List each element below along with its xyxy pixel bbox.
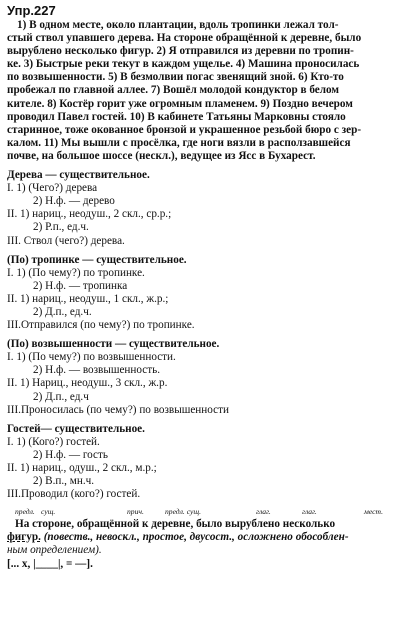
exercise-title: Упр.227 — [7, 3, 56, 18]
morphology-section — [7, 254, 401, 333]
paragraph-line: кителе. 8) Костёр горит уже огромным пламенем. 9) Поздно вечером — [7, 97, 353, 110]
paragraph-line: проводил Павел гостей. 10) В кабинете Татьяны Марковны стояло — [7, 110, 346, 123]
analysis-note: (повеств., невоскл., простое, двусост., осложнено обособлен- — [43, 531, 349, 544]
analyzed-sentence: На стороне, обращённой к деревне, было вырублено несколько — [15, 518, 336, 531]
morphology-section — [7, 169, 401, 248]
annotation: предл. — [15, 507, 35, 517]
sentence-scheme: [... х, |____|, = —]. — [7, 557, 93, 570]
section-line: I. 1) (Кого?) гостей. — [7, 435, 100, 448]
annotation: прич. — [127, 507, 144, 517]
section-line: 2) Н.ф. — тропинка — [33, 279, 128, 292]
annotation: предл. сущ. — [165, 507, 202, 517]
section-line: 2) Д.п., ед.ч — [33, 390, 89, 403]
paragraph-line: по возвышенности. 5) В безмолвии погас звенящий зной. 6) Кто-то — [7, 71, 344, 84]
section-line: 2) Д.п., ед.ч. — [33, 305, 92, 318]
paragraph-line: старинное, тоже окованное бронзой и украшенное резьбой бюро с зер- — [7, 123, 362, 136]
morphology-section — [7, 423, 401, 502]
section-line: I. 1) (По чему?) по тропинке. — [7, 266, 145, 279]
section-line: II. 1) нариц., неодуш., 2 скл., ср.р.; — [7, 208, 172, 221]
analyzed-word: фигур. — [7, 531, 41, 544]
paragraph-line: стый ствол упавшего дерева. На стороне обращённой к деревне, было — [7, 32, 362, 45]
section-line: III.Проводил (кого?) гостей. — [7, 488, 141, 501]
exercise-paragraph — [7, 19, 401, 163]
paragraph-line: почве, на большое шоссе (нескл.), ведущее из Ясс в Бухарест. — [7, 149, 316, 162]
section-title: Гостей— существительное. — [7, 422, 145, 435]
section-line: II. 1) Нариц., неодуш., 3 скл., ж.р. — [7, 377, 168, 390]
section-line: III. Ствол (чего?) дерева. — [7, 234, 125, 247]
section-line: II. 1) нариц., неодуш., 1 скл., ж.р.; — [7, 292, 169, 305]
section-title: (По) возвышенности — существительное. — [7, 338, 220, 351]
section-line: 2) В.п., мн.ч. — [33, 475, 95, 488]
part-of-speech-annotations — [7, 507, 401, 518]
analysis-note-continued: ным определением). — [7, 544, 102, 557]
section-line: II. 1) нариц., одуш., 2 скл., м.р.; — [7, 462, 157, 474]
paragraph-line: ке. 3) Быстрые реки текут в каждом ущелье. 4) Машина проносилась — [7, 58, 360, 71]
annotation: мест. — [364, 507, 383, 517]
paragraph-line: вырублено несколько фигур. 2) Я отправился из деревни по тропин- — [7, 45, 354, 58]
section-line: 2) Н.ф. — гость — [33, 448, 108, 461]
paragraph-line: 1) В одном месте, около плантации, вдоль тропинки лежал тол- — [17, 19, 339, 31]
analyzed-sentence-end — [7, 531, 401, 544]
paragraph-line: калом. 11) Мы вышли с просёлка, где ноги вязли в расползавшейся — [7, 136, 351, 149]
section-line: I. 1) (Чего?) дерева — [7, 182, 98, 195]
morphology-sections — [7, 169, 401, 501]
section-line: I. 1) (По чему?) по возвышенности. — [7, 351, 176, 364]
morphology-section — [7, 338, 401, 417]
section-line: III.Отправился (по чему?) по тропинке. — [7, 319, 195, 332]
section-line: 2) Н.ф. — возвышенность. — [33, 364, 161, 377]
annotation: глаг. — [302, 507, 317, 517]
section-line: 2) Н.ф. — дерево — [33, 195, 115, 208]
section-line: III.Проносилась (по чему?) по возвышенности — [7, 403, 229, 416]
annotation: сущ. — [41, 507, 56, 517]
section-line: 2) Р.п., ед.ч. — [33, 221, 89, 234]
paragraph-line: пробежал по главной аллее. 7) Вошёл молодой кондуктор в белом — [7, 84, 340, 97]
syntax-analysis — [7, 507, 401, 570]
annotation: глаг. — [256, 507, 271, 517]
section-title: (По) тропинке — существительное. — [7, 253, 187, 266]
section-title: Дерева — существительное. — [7, 169, 150, 182]
